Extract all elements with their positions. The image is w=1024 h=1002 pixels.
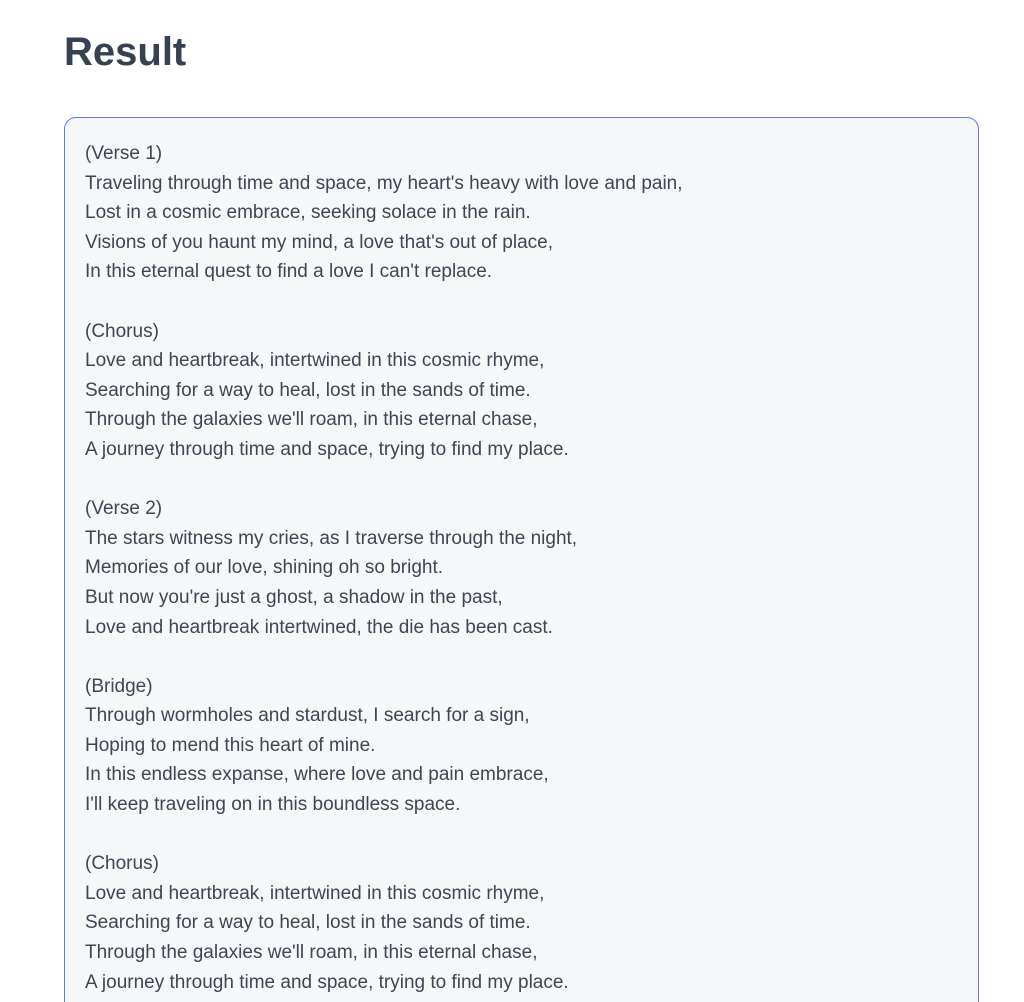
lyric-line <box>85 820 958 850</box>
lyric-line <box>85 642 958 672</box>
lyric-line: Through wormholes and stardust, I search for a sign, <box>85 705 530 727</box>
lyric-line: Visions of you haunt my mind, a love that's out of place, <box>85 231 553 253</box>
lyric-line: A journey through time and space, trying to find my place. <box>85 438 569 460</box>
lyric-line: Hoping to mend this heart of mine. <box>85 734 376 756</box>
lyric-line: Through the galaxies we'll roam, in this eternal chase, <box>85 942 538 964</box>
lyric-line: (Verse 2) <box>85 498 163 520</box>
lyric-line: The stars witness my cries, as I traverse through the night, <box>85 527 578 549</box>
lyric-line: Traveling through time and space, my heart's heavy with love and pain, <box>85 172 683 194</box>
lyric-line: Love and heartbreak, intertwined in this cosmic rhyme, <box>85 350 545 372</box>
lyric-line: Lost in a cosmic embrace, seeking solace in the rain. <box>85 202 531 224</box>
lyric-line <box>85 287 958 317</box>
lyric-line: Through the galaxies we'll roam, in this eternal chase, <box>85 409 538 431</box>
result-textbox[interactable] <box>64 117 979 1002</box>
lyric-line: I'll keep traveling on in this boundless space. <box>85 794 461 816</box>
lyric-line: (Chorus) <box>85 853 159 875</box>
lyric-line: A journey through time and space, trying to find my place. <box>85 971 569 993</box>
lyric-line: (Bridge) <box>85 675 153 697</box>
lyric-line: (Chorus) <box>85 320 159 342</box>
lyric-line: In this eternal quest to find a love I can't replace. <box>85 261 493 283</box>
lyric-line: Memories of our love, shining oh so bright. <box>85 557 444 579</box>
lyric-line: Searching for a way to heal, lost in the sands of time. <box>85 912 531 934</box>
page-title: Result <box>64 30 187 74</box>
lyric-line: But now you're just a ghost, a shadow in the past, <box>85 586 503 608</box>
lyric-line: In this endless expanse, where love and pain embrace, <box>85 764 549 786</box>
lyric-line: Love and heartbreak, intertwined in this cosmic rhyme, <box>85 882 545 904</box>
lyric-line: Searching for a way to heal, lost in the sands of time. <box>85 379 531 401</box>
lyric-line: (Verse 1) <box>85 143 163 164</box>
lyric-line <box>85 465 958 495</box>
result-text <box>85 139 958 997</box>
lyric-line: Love and heartbreak intertwined, the die has been cast. <box>85 616 553 638</box>
